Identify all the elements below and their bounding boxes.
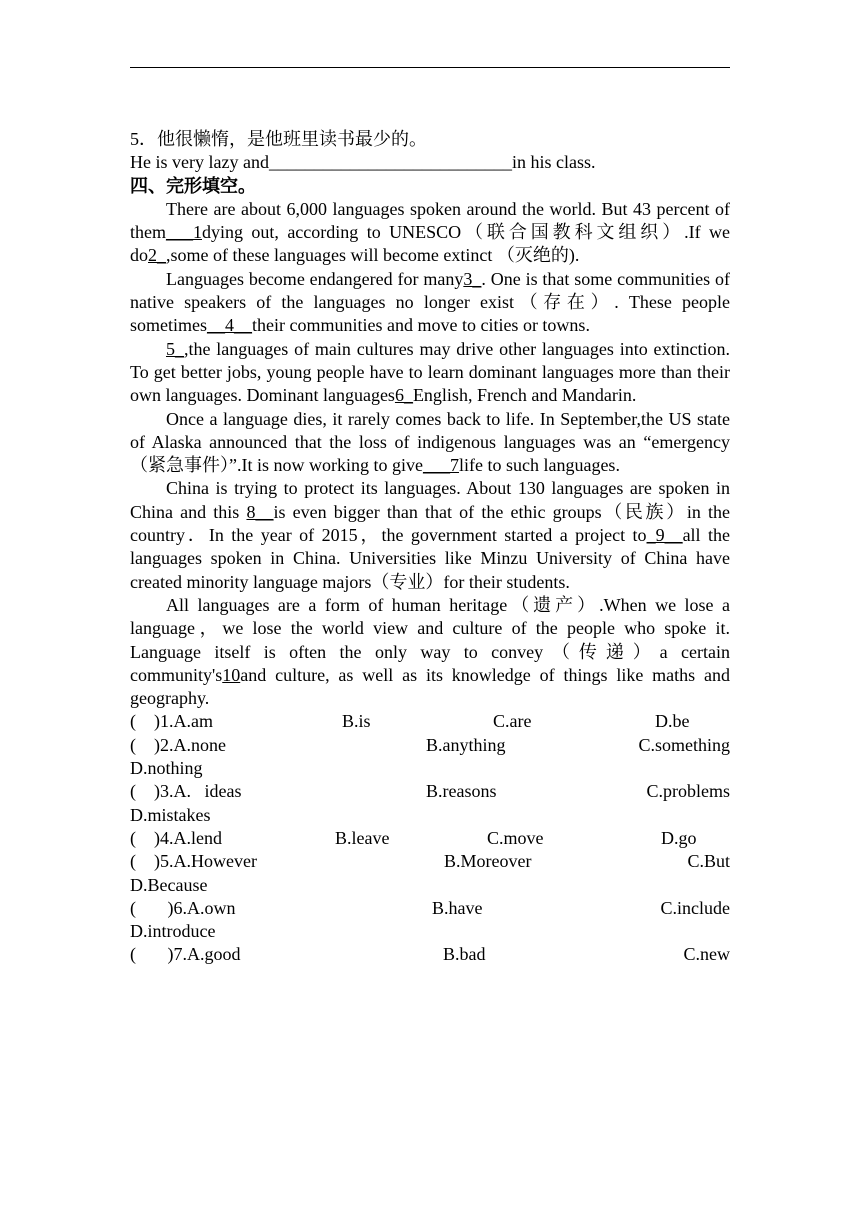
question-item — [130, 710, 730, 733]
blank-marker: 5_ — [166, 338, 184, 359]
option-b: B.leave — [335, 827, 390, 848]
option-a: A.none — [173, 734, 226, 755]
option-b: B.have — [432, 897, 483, 918]
question-5-answer: He is very lazy and___________________________in his class. — [130, 152, 596, 173]
option-b: B.is — [342, 711, 371, 732]
blank-marker: 6_ — [394, 385, 413, 406]
passage-text: ,the languages of main cultures may drive other languages into extinction. To get better jobs, young people have to learn dominant languages more than their own languages. Dominant languages — [130, 338, 730, 406]
question-number: ( )6. — [130, 897, 187, 918]
option-d: D.go — [661, 827, 697, 848]
option-c: C.But — [687, 851, 730, 872]
option-b: B.Moreover — [444, 851, 532, 872]
question-number: ( )4. — [130, 827, 174, 848]
blank-marker: 8__ — [246, 501, 274, 522]
option-c: C.are — [493, 711, 532, 732]
blank-marker: ___7 — [422, 455, 459, 476]
passage-text: ,some of these languages will become extinct （灭绝的). — [166, 245, 580, 266]
option-a: A.good — [187, 944, 241, 965]
option-a: A.However — [173, 851, 257, 872]
question-item — [130, 897, 730, 944]
option-a: A. ideas — [173, 781, 242, 802]
passage-paragraph — [130, 408, 730, 478]
blank-marker: _9__ — [646, 525, 683, 546]
passage-text: and culture, as well as its knowledge of things like maths and geography. — [130, 664, 730, 709]
blank-marker: __4__ — [207, 315, 252, 336]
question-number: ( )3. — [130, 781, 174, 802]
passage-text: all the languages spoken in China. Universities like Minzu University of China have created minority language majors（专业）for their students. — [130, 525, 730, 592]
document-page — [130, 128, 730, 990]
passage-paragraph — [130, 268, 730, 338]
option-a: A.own — [187, 897, 236, 918]
blank-marker: 3_ — [463, 268, 482, 289]
option-b: B.anything — [426, 734, 506, 755]
passage-text: their communities and move to cities or towns. — [252, 315, 590, 336]
passage-text: . One is that some communities of native speakers of the languages no longer exist（存在）. These people sometimes — [130, 268, 731, 336]
passage-text: China is trying to protect its languages. About 130 languages are spoken in China and this — [130, 478, 730, 522]
option-a: A.lend — [173, 827, 222, 848]
option-b: B.bad — [443, 944, 486, 965]
blank-marker: 10 — [222, 664, 241, 685]
header-rule — [130, 67, 730, 68]
option-a: A.am — [173, 711, 213, 732]
question-list — [130, 710, 730, 990]
option-d: D.Because — [130, 874, 208, 895]
passage-text: life to such languages. — [458, 455, 620, 476]
option-c: C.move — [487, 827, 544, 848]
question-number: ( )1. — [130, 711, 174, 732]
question-number: ( )2. — [130, 734, 174, 755]
option-c: C.include — [660, 897, 730, 918]
cloze-passage — [130, 198, 730, 711]
passage-paragraph — [130, 477, 730, 593]
passage-text: There are about 6,000 languages spoken around the world. But 43 percent of them — [130, 198, 730, 243]
passage-text: Languages become endangered for many — [166, 268, 464, 289]
passage-text: English, French and Mandarin. — [412, 385, 637, 406]
option-c: C.something — [638, 734, 730, 755]
passage-paragraph — [130, 198, 730, 268]
question-item — [130, 827, 730, 850]
option-b: B.reasons — [426, 781, 497, 802]
question-item — [130, 943, 730, 990]
option-d: D.introduce — [130, 921, 216, 942]
option-d: D.be — [655, 711, 690, 732]
passage-text: All languages are a form of human heritage（遗产）.When we lose a language，we lose the world view and culture of the people who spoke it. Language itself is often the only way to convey（传递）a certain community's — [130, 594, 730, 685]
option-d: D.nothing — [130, 758, 203, 779]
option-d: D.mistakes — [130, 804, 211, 825]
blank-marker: ___1 — [166, 222, 202, 243]
question-item — [130, 780, 730, 827]
passage-text: is even bigger than that of the ethic groups（民族）in the country．In the year of 2015，the government started a project to — [130, 501, 730, 546]
option-c: C.problems — [646, 781, 730, 802]
question-number: ( )7. — [130, 944, 187, 965]
question-item — [130, 850, 730, 897]
passage-text: Once a language dies, it rarely comes back to life. In September,the US state of Alaska announced that the loss of indigenous languages was an “emergency（紧急事件）”.It is now working to give — [130, 408, 730, 476]
question-number: ( )5. — [130, 851, 174, 872]
passage-paragraph — [130, 594, 730, 710]
passage-text: dying out, according to UNESCO（联合国教科文组织）.If we do — [130, 222, 730, 266]
blank-marker: 2_ — [148, 245, 166, 266]
option-c: C.new — [683, 944, 730, 965]
section-title: 四、完形填空。 — [130, 175, 256, 196]
passage-paragraph — [130, 338, 730, 408]
question-5-prompt: 5．他很懒惰，是他班里读书最少的。 — [130, 129, 427, 149]
question-item — [130, 734, 730, 781]
